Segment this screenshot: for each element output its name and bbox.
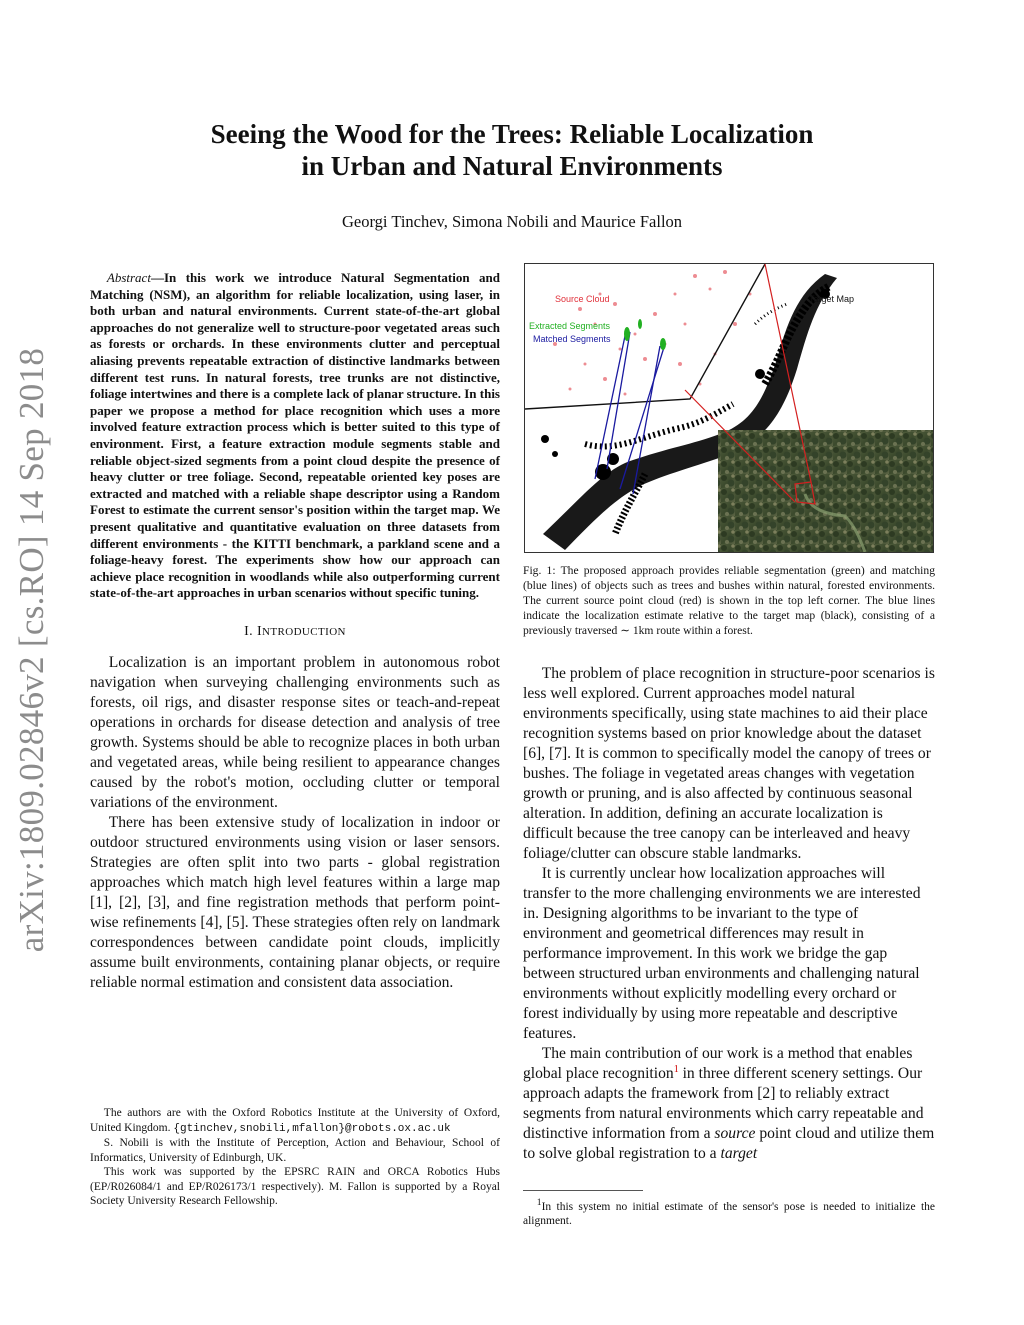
legend-target-map: Target Map [809, 294, 855, 304]
figure-1 [524, 263, 934, 553]
aerial-photo-inset [718, 430, 933, 552]
section-number: I. [244, 623, 254, 639]
arxiv-identifier: arXiv:1809.02846v2 [cs.RO] 14 Sep 2018 [12, 347, 51, 953]
footnote-support: This work was supported by the EPSRC RAIN and ORCA Robotics Hubs (EP/R026084/1 and EP/R026173/1 respectively). M. Fallon is supported by a Royal Society University Research Fellowship. [90, 1166, 500, 1207]
right-column [523, 664, 935, 1164]
right-footnote [523, 1196, 935, 1229]
figure-1-caption: Fig. 1: The proposed approach provides reliable segmentation (green) and matching (blue lines) of objects such as trees and bushes within natural, forested environments. The current source point cloud (red) is shown in the top left corner. The blue lines indicate the localization estimate relative to the target map (black), consisting of a previously traversed ∼ 1km route within a forest. [523, 564, 935, 637]
extracted-segments [624, 319, 666, 350]
footnote-emails: {gtinchev,snobili,mfallon}@robots.ox.ac.uk [173, 1122, 451, 1135]
section-first-letter: I [256, 623, 263, 639]
intro-paragraph-1: Localization is an important problem in autonomous robot navigation when surveying challenging environments such as forests, oil rigs, and disaster response sites or teach-and-repeat operations in orchards for disease detection and analysis of tree growth. Systems should be able to recognize places in both urban and vegetated areas, while being resilient to appearance changes caused by the robot's motion, occluding clutter or temporal variations of the environment. [90, 653, 500, 811]
paper-title [100, 118, 924, 182]
footnote-number-1: 1 [536, 1197, 542, 1208]
section-heading-introduction [90, 624, 500, 640]
legend-extracted-segments: Extracted Segments [529, 321, 611, 331]
legend-matched-segments: Matched Segments [533, 334, 611, 344]
left-column [90, 270, 500, 993]
source-point-cloud [553, 270, 752, 396]
footnote-affiliation: The authors are with the Oxford Robotics Institute at the University of Oxford, United Kingdom. {gtinchev,snobili,mfallon}@robots.ox.ac.uk [90, 1107, 500, 1135]
figure-point-cloud-image [525, 264, 933, 552]
intro-paragraph-4: It is currently unclear how localization approaches will transfer to the more challenging environments we are interested in. Designing algorithms to be invariant to the type of environment and geometrical differences may result in performance improvement. In this work we bridge the gap between structured urban environments and challenging natural environments without explicitly modelling every orchard or forest individually by using more repeatable and descriptive features. [523, 865, 921, 1042]
intro-paragraph-2: There has been extensive study of localization in indoor or outdoor structured environments using vision or laser sensors. Strategies are often split into two parts - global registration approaches which match high level features within a large map [1], [2], [3], and fine registration methods that perform point-wise refinements [4], [5]. These strategies often rely on landmark correspondences between candidate point clouds, implicitly assume built environments, containing planar objects, or require reliable normal estimation and consistent data association. [90, 813, 500, 991]
intro-paragraph-5: The main contribution of our work is a method that enables global place recognition$^1$ in three different scenery settings. Our approach adapts the framework from [2] to reliably extract segments from natural environments which carry repeatable and distinctive information from a source point cloud and utilize them to solve global registration to a target [523, 1045, 935, 1162]
footnote-1-text: In this system no initial estimate of the sensor's pose is needed to initialize the alignment. [523, 1200, 935, 1228]
abstract-body: In this work we introduce Natural Segmentation and Matching (NSM), an algorithm for reliable localization, using laser, in both urban and natural environments. Current state-of-the-art global approaches do not generalize well to structure-poor vegetated areas such as forests or orchards. In these environments clutter and perceptual aliasing prevents repeatable extraction of distinctive landmarks between different test runs. In natural forests, tree trunks are not distinctive, foliage intertwines and there is a complete lack of planar structure. In this paper we propose a method for place recognition which uses a more involved feature extraction process which is better suited to this type of environment. First, a feature extraction module segments stable and reliable object-sized segments from a point cloud despite the presence of heavy clutter or tree foliage. Second, repeatable oriented key poses are extracted and matched with a reliable shape descriptor using a Random Forest to estimate the current sensor's position within the target map. We present qualitative and quantitative evaluation on three datasets from different environments - the KITTI benchmark, a parkland scene and a foliage-heavy forest. The experiments show how our approach can achieve place recognition in woodlands while also outperforming current state-of-the-art approaches in urban scenarios without specific tuning. [90, 270, 500, 601]
footnote-marker-1[interactable]: 1 [673, 1063, 679, 1075]
abstract [90, 270, 500, 602]
footnote-nobili: S. Nobili is with the Institute of Perception, Action and Behaviour, School of Informatics, University of Edinburgh, UK. [90, 1137, 500, 1164]
title-line-2: in Urban and Natural Environments [301, 151, 723, 181]
legend-source-cloud: Source Cloud [555, 294, 610, 304]
author-footnotes [90, 1106, 500, 1209]
intro-paragraph-3: The problem of place recognition in structure-poor scenarios is less well explored. Current approaches model natural environments specifically, using state machines to aid their place recognition systems based on prior knowledge about the dataset [6], [7]. It is common to specifically model the canopy of trees or bushes. The foliage in vegetated areas changes with vegetation growth or pruning, and is also affected by continuous seasonal alteration. In addition, defining an accurate localization is difficult because the tree canopy can be interleaved and heavy foliage/clutter can obscure stable landmarks. [523, 665, 935, 862]
footnote-rule [523, 1190, 643, 1191]
author-list: Georgi Tinchev, Simona Nobili and Maurice Fallon [341, 212, 683, 231]
abstract-label: Abstract [106, 270, 151, 285]
section-title-rest: NTRODUCTION [262, 625, 346, 638]
title-line-1: Seeing the Wood for the Trees: Reliable Localization [210, 119, 814, 149]
abstract-dash: — [150, 270, 164, 285]
